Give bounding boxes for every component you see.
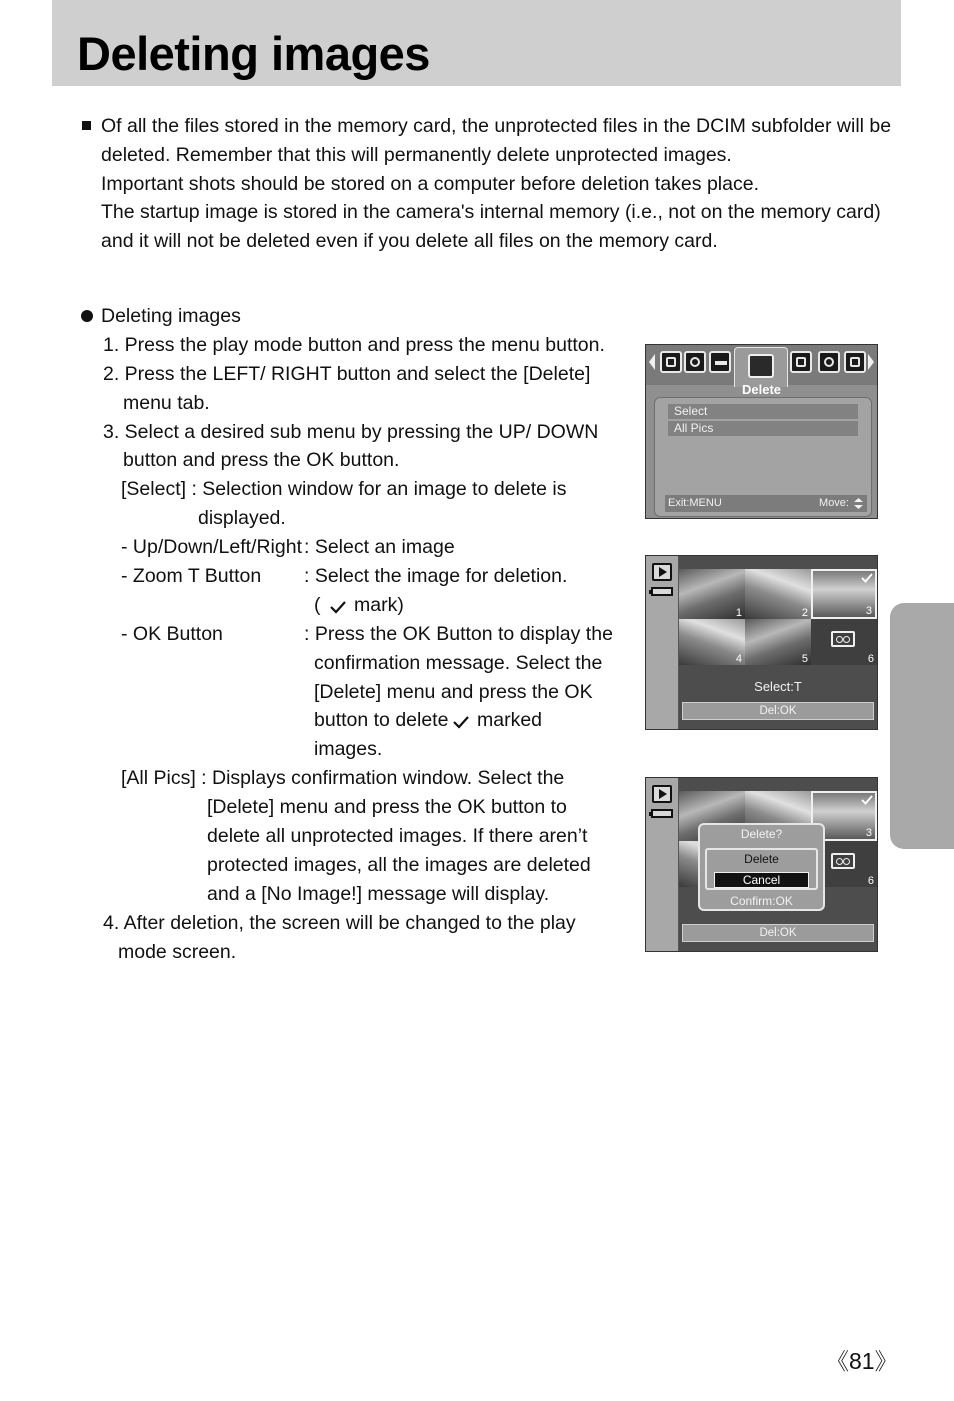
status-strip — [646, 778, 679, 951]
allpics-desc-cont: delete all unprotected images. If there aren’t — [207, 825, 588, 848]
intro-line: Of all the files stored in the memory card, the unprotected files in the DCIM subfolder will be — [101, 115, 892, 137]
check-mark-icon — [330, 593, 346, 622]
key-ok-desc-cont: images. — [314, 738, 383, 761]
thumbnail-voice: 6 — [811, 841, 877, 887]
section-heading: Deleting images — [101, 305, 241, 327]
key-ok-desc-cont: marked — [477, 709, 543, 732]
select-hint: Select:T — [754, 679, 802, 694]
play-icon — [652, 785, 672, 803]
menu-item-select[interactable]: Select — [668, 404, 858, 419]
step-1: 1. Press the play mode button and press the menu button. — [103, 333, 605, 356]
play-icon — [652, 563, 672, 581]
thumbnail-select-screen — [645, 555, 878, 730]
delete-menu-screen — [645, 344, 878, 519]
del-ok-bar: Del:OK — [682, 924, 874, 942]
step-4: 4. After deletion, the screen will be changed to the play — [103, 911, 576, 934]
portrait-icon[interactable] — [660, 351, 682, 373]
intro-line: Important shots should be stored on a computer before deletion takes place. — [101, 172, 759, 195]
resize-icon[interactable] — [790, 351, 812, 373]
allpics-desc-cont: [Delete] menu and press the OK button to — [207, 796, 567, 819]
del-ok-bar: Del:OK — [682, 702, 874, 720]
key-updown-desc: : Select an image — [304, 536, 455, 559]
mark-close: mark) — [354, 593, 404, 616]
page-number: 《81》 — [826, 1348, 898, 1374]
confirm-dialog — [698, 823, 825, 911]
thumbnail[interactable]: 5 — [745, 619, 811, 665]
key-ok: - OK Button — [121, 622, 223, 645]
thumbnail[interactable]: 2 — [745, 569, 811, 619]
menu-footer — [665, 495, 867, 512]
allpics-desc: [All Pics] : Displays confirmation window. Select the — [121, 767, 565, 790]
thumbnail-selected[interactable]: 3 — [811, 569, 877, 619]
key-ok-desc-cont: button to delete — [314, 709, 449, 732]
right-arrow-icon — [868, 354, 874, 370]
page-header — [52, 0, 901, 86]
square-bullet-icon — [82, 121, 91, 130]
delete-confirm-screen — [645, 777, 878, 952]
allpics-desc-cont: and a [No Image!] message will display. — [207, 882, 550, 905]
menu-tab-title: Delete — [741, 382, 782, 397]
mark-open: ( — [314, 593, 321, 616]
menu-item-all-pics[interactable]: All Pics — [668, 421, 858, 436]
step-2-cont: menu tab. — [123, 391, 210, 414]
exit-hint: Exit:MENU — [668, 497, 722, 509]
key-ok-desc: : Press the OK Button to display the — [304, 622, 613, 645]
chapter-side-tab — [890, 603, 954, 849]
protect-key-icon[interactable] — [709, 351, 731, 373]
delete-tab[interactable] — [734, 347, 788, 387]
left-arrow-icon — [649, 354, 655, 370]
intro-line: deleted. Remember that this will permanently delete unprotected images. — [101, 143, 732, 166]
print-icon[interactable] — [844, 351, 866, 373]
voice-memo-icon — [831, 853, 855, 869]
intro-line: The startup image is stored in the camera's internal memory (i.e., not on the memory card) — [101, 201, 881, 224]
delete-icon — [748, 354, 774, 378]
thumbnail[interactable]: 4 — [679, 619, 745, 665]
battery-icon — [651, 587, 673, 596]
key-updown: - Up/Down/Left/Right — [121, 536, 302, 559]
check-icon — [861, 573, 873, 583]
move-hint: Move: — [819, 497, 849, 509]
voice-memo-icon — [831, 631, 855, 647]
key-zoom: - Zoom T Button — [121, 565, 262, 588]
up-down-arrow-icon — [854, 498, 863, 509]
effect-icon[interactable] — [684, 351, 706, 373]
battery-icon — [651, 809, 673, 818]
select-desc: [Select] : Selection window for an image to delete is — [121, 478, 567, 501]
step-2: 2. Press the LEFT/ RIGHT button and select the [Delete] — [103, 362, 591, 385]
allpics-desc-cont: protected images, all the images are deleted — [207, 853, 591, 876]
check-mark-icon — [453, 708, 469, 737]
step-3: 3. Select a desired sub menu by pressing the UP/ DOWN — [103, 420, 599, 443]
page-title: Deleting images — [77, 27, 430, 80]
check-icon — [861, 795, 873, 805]
thumbnail-voice[interactable]: 6 — [811, 619, 877, 665]
key-ok-desc-cont: [Delete] menu and press the OK — [314, 680, 593, 703]
status-strip — [646, 556, 679, 729]
delete-option[interactable]: Delete — [744, 852, 779, 866]
thumbnail-selected: 3 — [811, 791, 877, 841]
thumbnail[interactable]: 1 — [679, 569, 745, 619]
intro-note — [80, 112, 892, 256]
cancel-option[interactable]: Cancel — [714, 872, 809, 888]
key-zoom-desc: : Select the image for deletion. — [304, 565, 568, 588]
key-ok-desc-cont: confirmation message. Select the — [314, 651, 603, 674]
select-desc-cont: displayed. — [198, 507, 286, 530]
step-3-cont: button and press the OK button. — [123, 449, 400, 472]
dialog-title: Delete? — [740, 827, 783, 841]
dialog-footer: Confirm:OK — [730, 894, 793, 908]
color-icon[interactable] — [818, 351, 840, 373]
intro-line: and it will not be deleted even if you delete all files on the memory card. — [101, 230, 718, 253]
step-4-cont: mode screen. — [118, 940, 237, 963]
dialog-options — [705, 848, 818, 890]
submenu-panel — [654, 397, 872, 517]
circle-bullet-icon — [81, 310, 93, 322]
instructions — [80, 302, 620, 966]
